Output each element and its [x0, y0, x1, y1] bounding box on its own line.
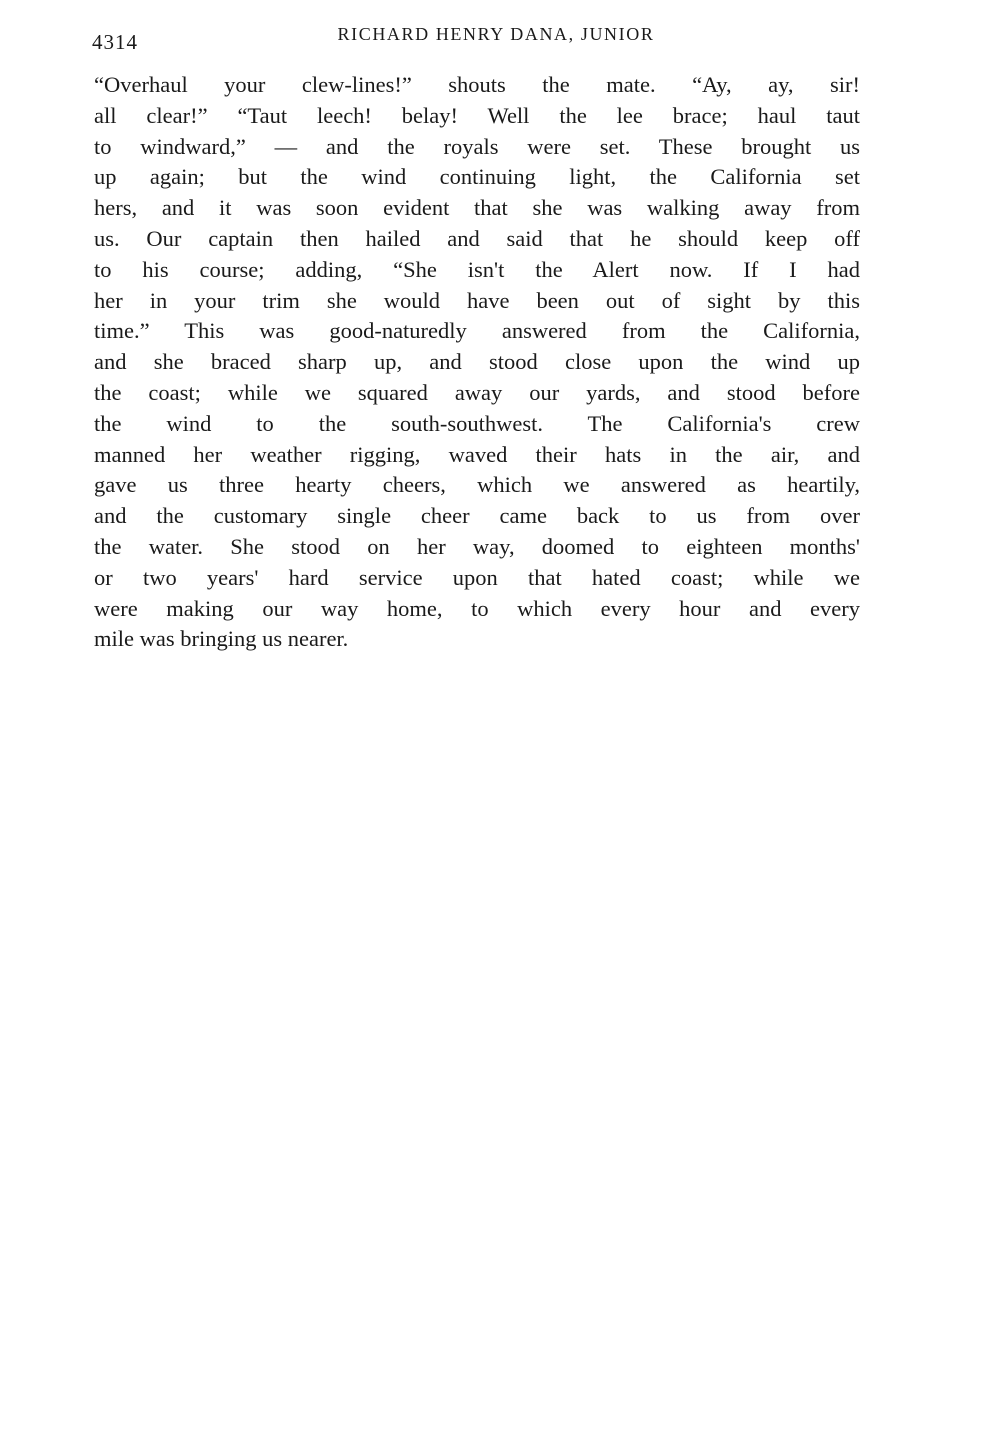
running-head: RICHARD HENRY DANA, JUNIOR — [337, 24, 655, 44]
text-line: hers, and it was soon evident that she was walking away from — [94, 195, 860, 221]
text-line: and she braced sharp up, and stood close upon the wind up — [94, 349, 860, 375]
text-line: “Overhaul your clew-lines!” shouts the mate. “Ay, ay, sir! — [94, 72, 860, 97]
text-line: time.” This was good-naturedly answered from the California, — [94, 318, 860, 344]
page-number: 4314 — [92, 30, 138, 54]
body-paragraph — [94, 70, 860, 655]
text-line: her in your trim she would have been out of sight by this — [94, 287, 860, 313]
text-line: mile was bringing us nearer. — [94, 626, 349, 652]
page-header — [92, 22, 860, 52]
text-line: gave us three hearty cheers, which we answered as heartily, — [94, 472, 860, 498]
text-line: to windward,” — and the royals were set. These brought us — [94, 133, 860, 159]
text-line: manned her weather rigging, waved their hats in the air, and — [94, 441, 860, 467]
text-line: us. Our captain then hailed and said that he should keep off — [94, 225, 860, 251]
text-line: the coast; while we squared away our yards, and stood before — [94, 379, 860, 405]
text-line: all clear!” “Taut leech! belay! Well the lee brace; haul taut — [94, 102, 860, 128]
text-line: the water. She stood on her way, doomed to eighteen months' — [94, 533, 860, 559]
text-line: and the customary single cheer came back to us from over — [94, 503, 860, 529]
text-line: the wind to the south-southwest. The California's crew — [94, 410, 860, 436]
text-line: or two years' hard service upon that hated coast; while we — [94, 564, 860, 590]
text-line: were making our way home, to which every hour and every — [94, 595, 860, 621]
text-line: to his course; adding, “She isn't the Alert now. If I had — [94, 256, 860, 282]
text-line: up again; but the wind continuing light, the California set — [94, 164, 860, 190]
